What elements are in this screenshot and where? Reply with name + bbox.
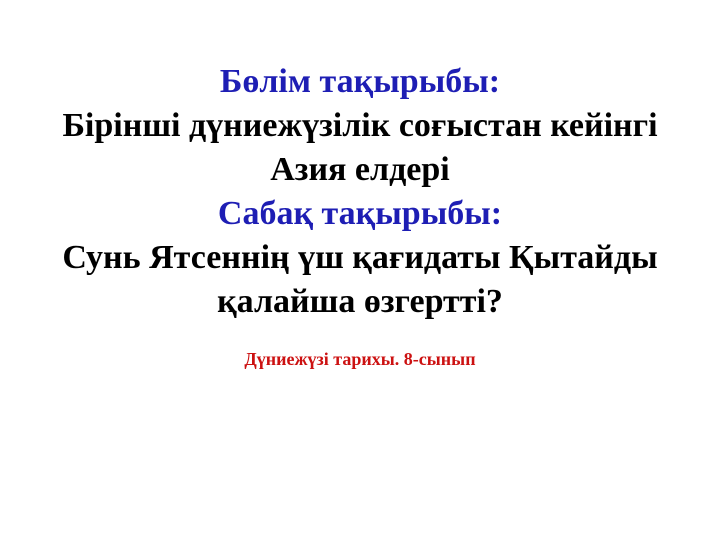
lesson-title-line-1: Сунь Ятсеннің үш қағидаты Қытайды (62, 239, 658, 276)
lesson-topic-label: Сабақ тақырыбы: (217, 195, 503, 232)
section-title-line-1: Бірінші дүниежүзілік соғыстан кейінгі (62, 107, 658, 144)
section-topic-label: Бөлім тақырыбы: (219, 63, 501, 100)
course-info: Дүниежүзі тарихы. 8-сынып (244, 349, 476, 369)
lesson-title-line-2: қалайша өзгертті? (217, 283, 503, 320)
section-title-line-2: Азия елдері (270, 151, 450, 188)
title-block (0, 60, 720, 324)
